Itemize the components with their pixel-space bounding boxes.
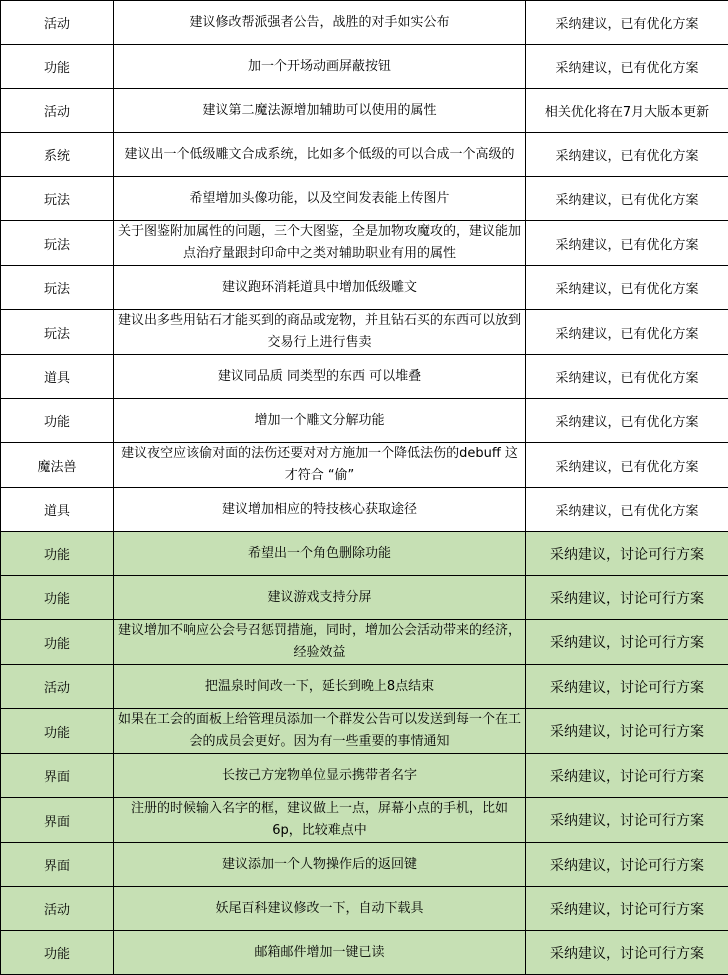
response-cell: 采纳建议，已有优化方案	[526, 45, 728, 89]
response-cell: 采纳建议，讨论可行方案	[526, 709, 728, 754]
category-cell: 魔法兽	[1, 443, 114, 488]
suggestion-cell: 建议第二魔法源增加辅助可以使用的属性	[114, 89, 526, 133]
table-row	[1, 310, 728, 355]
suggestion-cell: 建议同品质 同类型的东西 可以堆叠	[114, 355, 526, 399]
category-cell: 界面	[1, 798, 114, 843]
table-row	[1, 665, 728, 709]
category-cell: 界面	[1, 754, 114, 798]
suggestion-cell: 建议夜空应该偷对面的法伤还要对对方施加一个降低法伤的debuff 这才符合 “偷”	[114, 443, 526, 488]
suggestion-cell: 妖尾百科建议修改一下，自动下载具	[114, 887, 526, 931]
category-cell: 活动	[1, 665, 114, 709]
category-cell: 功能	[1, 709, 114, 754]
table-row	[1, 45, 728, 89]
suggestion-cell: 建议增加不响应公会号召惩罚措施，同时，增加公会活动带来的经济，经验效益	[114, 620, 526, 665]
suggestion-cell: 注册的时候输入名字的框，建议做上一点，屏幕小点的手机，比如6p，比较难点中	[114, 798, 526, 843]
category-cell: 道具	[1, 355, 114, 399]
response-cell: 采纳建议，讨论可行方案	[526, 665, 728, 709]
response-cell: 采纳建议，讨论可行方案	[526, 931, 728, 975]
table-row	[1, 399, 728, 443]
response-cell: 采纳建议，已有优化方案	[526, 399, 728, 443]
category-cell: 功能	[1, 620, 114, 665]
response-cell: 采纳建议，已有优化方案	[526, 266, 728, 310]
category-cell: 道具	[1, 488, 114, 532]
category-cell: 玩法	[1, 221, 114, 266]
category-cell: 系统	[1, 133, 114, 177]
table-row	[1, 931, 728, 975]
category-cell: 活动	[1, 1, 114, 45]
response-cell: 采纳建议，已有优化方案	[526, 310, 728, 355]
category-cell: 活动	[1, 89, 114, 133]
category-cell: 功能	[1, 532, 114, 576]
response-cell: 采纳建议，讨论可行方案	[526, 754, 728, 798]
category-cell: 玩法	[1, 177, 114, 221]
response-cell: 采纳建议，讨论可行方案	[526, 887, 728, 931]
category-cell: 界面	[1, 843, 114, 887]
table-row	[1, 1, 728, 45]
table-row	[1, 798, 728, 843]
category-cell: 玩法	[1, 266, 114, 310]
table-row	[1, 488, 728, 532]
response-cell: 采纳建议，已有优化方案	[526, 177, 728, 221]
response-cell: 采纳建议，讨论可行方案	[526, 532, 728, 576]
table-row	[1, 177, 728, 221]
suggestion-cell: 建议出多些用钻石才能买到的商品或宠物，并且钻石买的东西可以放到交易行上进行售卖	[114, 310, 526, 355]
suggestion-cell: 希望增加头像功能，以及空间发表能上传图片	[114, 177, 526, 221]
suggestion-cell: 建议添加一个人物操作后的返回键	[114, 843, 526, 887]
response-cell: 采纳建议，已有优化方案	[526, 221, 728, 266]
table-row	[1, 709, 728, 754]
suggestion-cell: 邮箱邮件增加一键已读	[114, 931, 526, 975]
suggestion-cell: 如果在工会的面板上给管理员添加一个群发公告可以发送到每一个在工会的成员会更好。因为有一些重要的事情通知	[114, 709, 526, 754]
suggestion-cell: 建议跑环消耗道具中增加低级雕文	[114, 266, 526, 310]
table-row	[1, 576, 728, 620]
category-cell: 功能	[1, 399, 114, 443]
suggestion-cell: 建议增加相应的特技核心获取途径	[114, 488, 526, 532]
suggestion-cell: 长按己方宠物单位显示携带者名字	[114, 754, 526, 798]
suggestion-cell: 建议游戏支持分屏	[114, 576, 526, 620]
suggestion-cell: 建议修改帮派强者公告，战胜的对手如实公布	[114, 1, 526, 45]
response-cell: 采纳建议，讨论可行方案	[526, 620, 728, 665]
response-cell: 相关优化将在7月大版本更新	[526, 89, 728, 133]
suggestion-cell: 把温泉时间改一下，延长到晚上8点结束	[114, 665, 526, 709]
table-row	[1, 133, 728, 177]
response-cell: 采纳建议，讨论可行方案	[526, 798, 728, 843]
response-cell: 采纳建议，已有优化方案	[526, 488, 728, 532]
table-row	[1, 443, 728, 488]
table-row	[1, 355, 728, 399]
category-cell: 功能	[1, 45, 114, 89]
table-row	[1, 266, 728, 310]
suggestion-cell: 增加一个雕文分解功能	[114, 399, 526, 443]
table-body	[1, 1, 728, 975]
response-cell: 采纳建议，讨论可行方案	[526, 576, 728, 620]
table-row	[1, 620, 728, 665]
suggestion-cell: 建议出一个低级雕文合成系统，比如多个低级的可以合成一个高级的	[114, 133, 526, 177]
response-cell: 采纳建议，讨论可行方案	[526, 843, 728, 887]
table-row	[1, 754, 728, 798]
response-cell: 采纳建议，已有优化方案	[526, 355, 728, 399]
category-cell: 玩法	[1, 310, 114, 355]
suggestion-cell: 希望出一个角色删除功能	[114, 532, 526, 576]
suggestion-cell: 关于图鉴附加属性的问题，三个大图鉴，全是加物攻魔攻的，建议能加点治疗量跟封印命中之类对辅助职业有用的属性	[114, 221, 526, 266]
response-cell: 采纳建议，已有优化方案	[526, 133, 728, 177]
category-cell: 功能	[1, 931, 114, 975]
category-cell: 活动	[1, 887, 114, 931]
category-cell: 功能	[1, 576, 114, 620]
suggestion-cell: 加一个开场动画屏蔽按钮	[114, 45, 526, 89]
response-cell: 采纳建议，已有优化方案	[526, 443, 728, 488]
response-cell: 采纳建议，已有优化方案	[526, 1, 728, 45]
table-row	[1, 843, 728, 887]
table-row	[1, 532, 728, 576]
table-row	[1, 221, 728, 266]
table-row	[1, 89, 728, 133]
table-row	[1, 887, 728, 931]
